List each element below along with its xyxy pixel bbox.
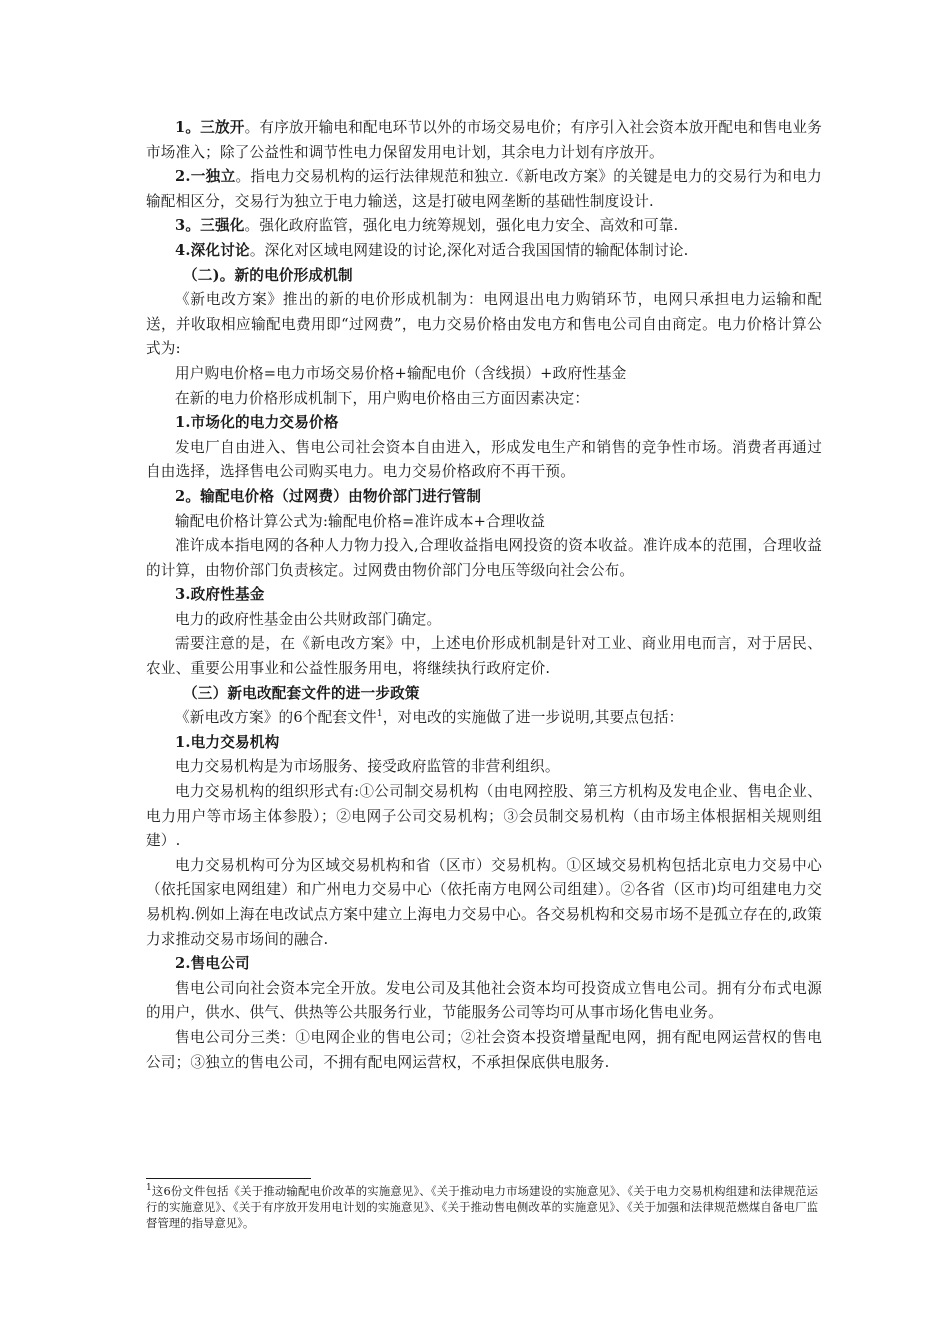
paragraph-deepen-discussion [146,239,822,264]
point-label: 2.一独立 [175,168,236,186]
point-text: 。指电力交易机构的运行法律规范和独立.《新电改方案》的关键是电力的交易行为和电力输配相区分，交易行为独立于电力输送，这是打破电网垄断的基础性制度设计. [146,168,822,210]
point-label: 3。三强化 [175,217,245,235]
footnote-divider [146,1178,311,1179]
section-heading-supporting-documents: （三）新电改配套文件的进一步政策 [183,684,420,702]
text-span: 《新电改方案》的6个配套文件 [175,709,377,727]
paragraph-three-open [146,116,822,165]
footnote-text: 这6份文件包括《关于推动输配电价改革的实施意见》、《关于推动电力市场建设的实施意见》、《关于电力交易机构组建和法律规范运行的实施意见》、《关于有序放开发用电计划的实施意见》、《关于推动售电侧改革的实施意见》、《关于加强和法律规范燃煤自备电厂监督管理的指导意见》。 [146,1184,818,1230]
point-label: 4.深化讨论 [175,241,250,259]
footnote-ref[interactable]: 1 [376,709,383,720]
paragraph: 准许成本指电网的各种人力物力投入,合理收益指电网投资的资本收益。准许成本的范围，合理收益的计算，由物价部门负责核定。过网费由物价部门分电压等级向社会公布。 [146,537,822,579]
subheading-sales-company: 2.售电公司 [175,955,250,973]
paragraph-supporting-docs [146,706,822,731]
subheading-market-price: 1.市场化的电力交易价格 [175,414,339,432]
footnote-mark: 1 [146,1183,152,1194]
paragraph: 电力的政府性基金由公共财政部门确定。 [175,610,442,628]
point-label: 1。三放开 [175,119,245,136]
footnote [146,1183,818,1231]
paragraph: 电力交易机构可分为区域交易机构和省（区市）交易机构。①区域交易机构包括北京电力交易中心（依托国家电网组建）和广州电力交易中心（依托南方电网公司组建）。②各省（区市)均可组建电力交易机构.例如上海在电改试点方案中建立上海电力交易中心。各交易机构和交易市场不是孤立存在的,政策力求推动交易市场间的融合. [146,856,822,948]
paragraph-one-independent [146,165,822,214]
point-text: 。深化对区域电网建设的讨论,深化对适合我国国情的输配体制讨论. [249,241,689,259]
paragraph: 售电公司分三类：①电网企业的售电公司；②社会资本投资增量配电网，拥有配电网运营权的售电公司；③独立的售电公司，不拥有配电网运营权，不承担保底供电服务. [146,1028,822,1071]
paragraph: 在新的电力价格形成机制下，用户购电价格由三方面因素决定： [175,389,590,407]
paragraph: 需要注意的是，在《新电改方案》中，上述电价形成机制是针对工业、商业用电而言，对于居民、农业、重要公用事业和公益性服务用电，将继续执行政府定价. [146,635,822,678]
paragraph-three-strengthen [146,214,822,239]
formula-transmission-price: 输配电价格计算公式为:输配电价格=准许成本+合理收益 [175,512,546,530]
body-text [146,116,822,1075]
formula-user-price: 用户购电价格=电力市场交易价格+输配电价（含线损）+政府性基金 [175,364,627,382]
subheading-government-fund: 3.政府性基金 [175,586,265,604]
paragraph: 发电厂自由进入、售电公司社会资本自由进入，形成发电生产和销售的竞争性市场。消费者再通过自由选择，选择售电公司购买电力。电力交易价格政府不再干预。 [146,438,822,481]
paragraph: 电力交易机构是为市场服务、接受政府监管的非营利组织。 [175,758,560,776]
section-heading-price-mechanism: （二)。新的电价形成机制 [183,266,353,284]
paragraph: 《新电改方案》推出的新的电价形成机制为：电网退出电力购销环节，电网只承担电力运输和配送，并收取相应输配电费用即“过网费”，电力交易价格由发电方和售电公司自由商定。电力价格计算公式为: [146,291,822,358]
text-span: ，对电改的实施做了进一步说明,其要点包括： [382,709,684,727]
point-text: 。有序放开输电和配电环节以外的市场交易电价；有序引入社会资本放开配电和售电业务市场准入；除了公益性和调节性电力保留发用电计划，其余电力计划有序放开。 [146,119,822,161]
paragraph: 售电公司向社会资本完全开放。发电公司及其他社会资本均可投资成立售电公司。拥有分布式电源的用户，供水、供气、供热等公共服务行业，节能服务公司等均可从事市场化售电业务。 [146,979,822,1022]
subheading-trading-institution: 1.电力交易机构 [175,733,280,751]
paragraph: 电力交易机构的组织形式有:①公司制交易机构（由电网控股、第三方机构及发电企业、售电企业、电力用户等市场主体参股）；②电网子公司交易机构；③会员制交易机构（由市场主体根据相关规则组建）. [146,783,822,850]
subheading-transmission-price: 2。输配电价格（过网费）由物价部门进行管制 [175,487,482,505]
point-text: 。强化政府监管，强化电力统筹规划，强化电力安全、高效和可靠. [244,217,679,235]
